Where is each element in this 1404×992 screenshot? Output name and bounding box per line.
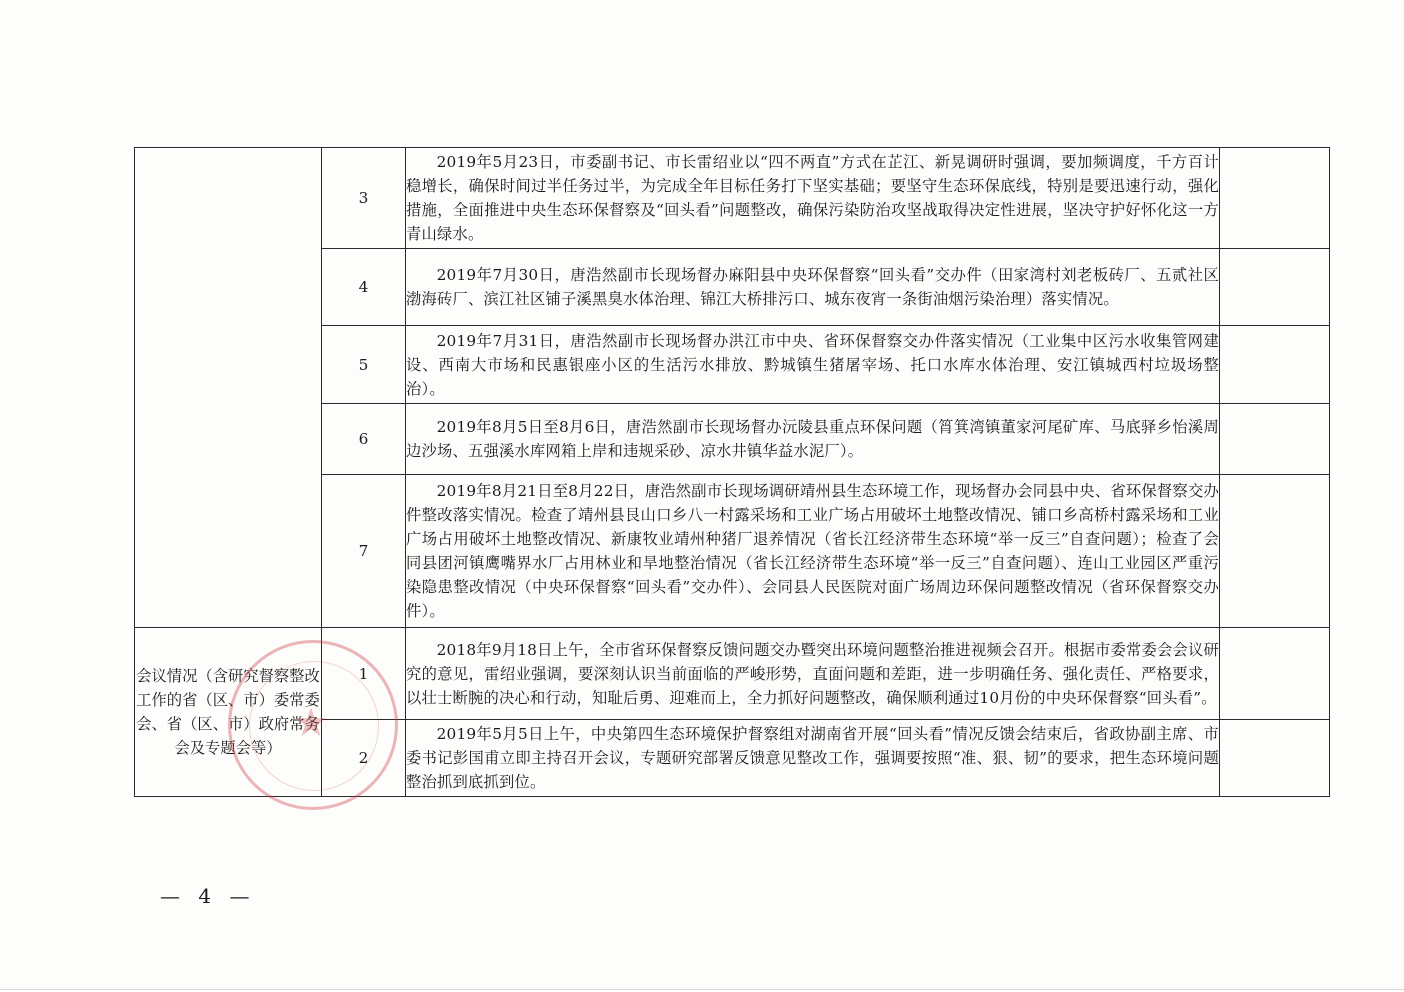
scan-edge-line	[0, 989, 1404, 990]
category-cell: 会议情况（含研究督察整改工作的省（区、市）委常委会、省（区、市）政府常务会及专题会等）	[135, 628, 322, 797]
remarks-cell	[1220, 475, 1330, 628]
row-content: 2019年7月30日，唐浩然副市长现场督办麻阳县中央环保督察“回头看”交办件（田家湾村刘老板砖厂、五贰社区渤海砖厂、滨江社区铺子溪黑臭水体治理、锦江大桥排污口、城东夜宵一条街油烟污染治理）落实情况。	[406, 249, 1220, 326]
row-content: 2019年7月31日，唐浩然副市长现场督办洪江市中央、省环保督察交办件落实情况（工业集中区污水收集管网建设、西南大市场和民惠银座小区的生活污水排放、黔城镇生猪屠宰场、托口水库水体治理、安江镇城西村垃圾场整治）。	[406, 326, 1220, 404]
table-row	[135, 148, 1330, 249]
row-content: 2019年5月23日，市委副书记、市长雷绍业以“四不两直”方式在芷江、新晃调研时强调，要加频调度，千方百计稳增长，确保时间过半任务过半，为完成全年目标任务打下坚实基础；要坚守生态环保底线，特别是要迅速行动，强化措施，全面推进中央生态环保督察及“回头看”问题整改，确保污染防治攻坚战取得决定性进展，坚决守护好怀化这一方青山绿水。	[406, 148, 1220, 249]
page-number: — 4 —	[160, 884, 256, 908]
row-number: 3	[322, 148, 406, 249]
row-number: 6	[322, 404, 406, 475]
row-number: 2	[322, 720, 406, 797]
row-content: 2019年8月21日至8月22日，唐浩然副市长现场调研靖州县生态环境工作，现场督办会同县中央、省环保督察交办件整改落实情况。检查了靖州县艮山口乡八一村露采场和工业广场占用破坏土地整改情况、铺口乡高桥村露采场和工业广场占用破坏土地整改情况、新康牧业靖州种猪厂退养情况（省长江经济带生态环境“举一反三”自查问题）；检查了会同县团河镇鹰嘴界水厂占用林业和旱地整治情况（省长江经济带生态环境“举一反三”自查问题）、连山工业园区严重污染隐患整改情况（中央环保督察“回头看”交办件）、会同县人民医院对面广场周边环保问题整改情况（省环保督察交办件）。	[406, 475, 1220, 628]
remarks-cell	[1220, 628, 1330, 720]
supervision-report-table	[134, 147, 1330, 797]
row-content: 2019年5月5日上午，中央第四生态环境保护督察组对湖南省开展“回头看”情况反馈会结束后，省政协副主席、市委书记彭国甫立即主持召开会议，专题研究部署反馈意见整改工作，强调要按照“准、狠、韧”的要求，把生态环境问题整治抓到底抓到位。	[406, 720, 1220, 797]
remarks-cell	[1220, 249, 1330, 326]
remarks-cell	[1220, 404, 1330, 475]
row-number: 7	[322, 475, 406, 628]
row-content: 2018年9月18日上午，全市省环保督察反馈问题交办暨突出环境问题整治推进视频会召开。根据市委常委会会议研究的意见，雷绍业强调，要深刻认识当前面临的严峻形势，直面问题和差距，进一步明确任务、强化责任、严格要求，以壮士断腕的决心和行动，知耻后勇、迎难而上，全力抓好问题整改，确保顺利通过10月份的中央环保督察“回头看”。	[406, 628, 1220, 720]
category-cell	[135, 148, 322, 628]
table-row	[135, 628, 1330, 720]
remarks-cell	[1220, 326, 1330, 404]
row-number: 5	[322, 326, 406, 404]
remarks-cell	[1220, 720, 1330, 797]
row-number: 4	[322, 249, 406, 326]
row-number: 1	[322, 628, 406, 720]
row-content: 2019年8月5日至8月6日，唐浩然副市长现场督办沅陵县重点环保问题（筲箕湾镇董家河尾矿库、马底驿乡怡溪周边沙场、五强溪水库网箱上岸和违规采砂、凉水井镇华益水泥厂）。	[406, 404, 1220, 475]
remarks-cell	[1220, 148, 1330, 249]
seal-star-icon: ★	[293, 700, 329, 746]
